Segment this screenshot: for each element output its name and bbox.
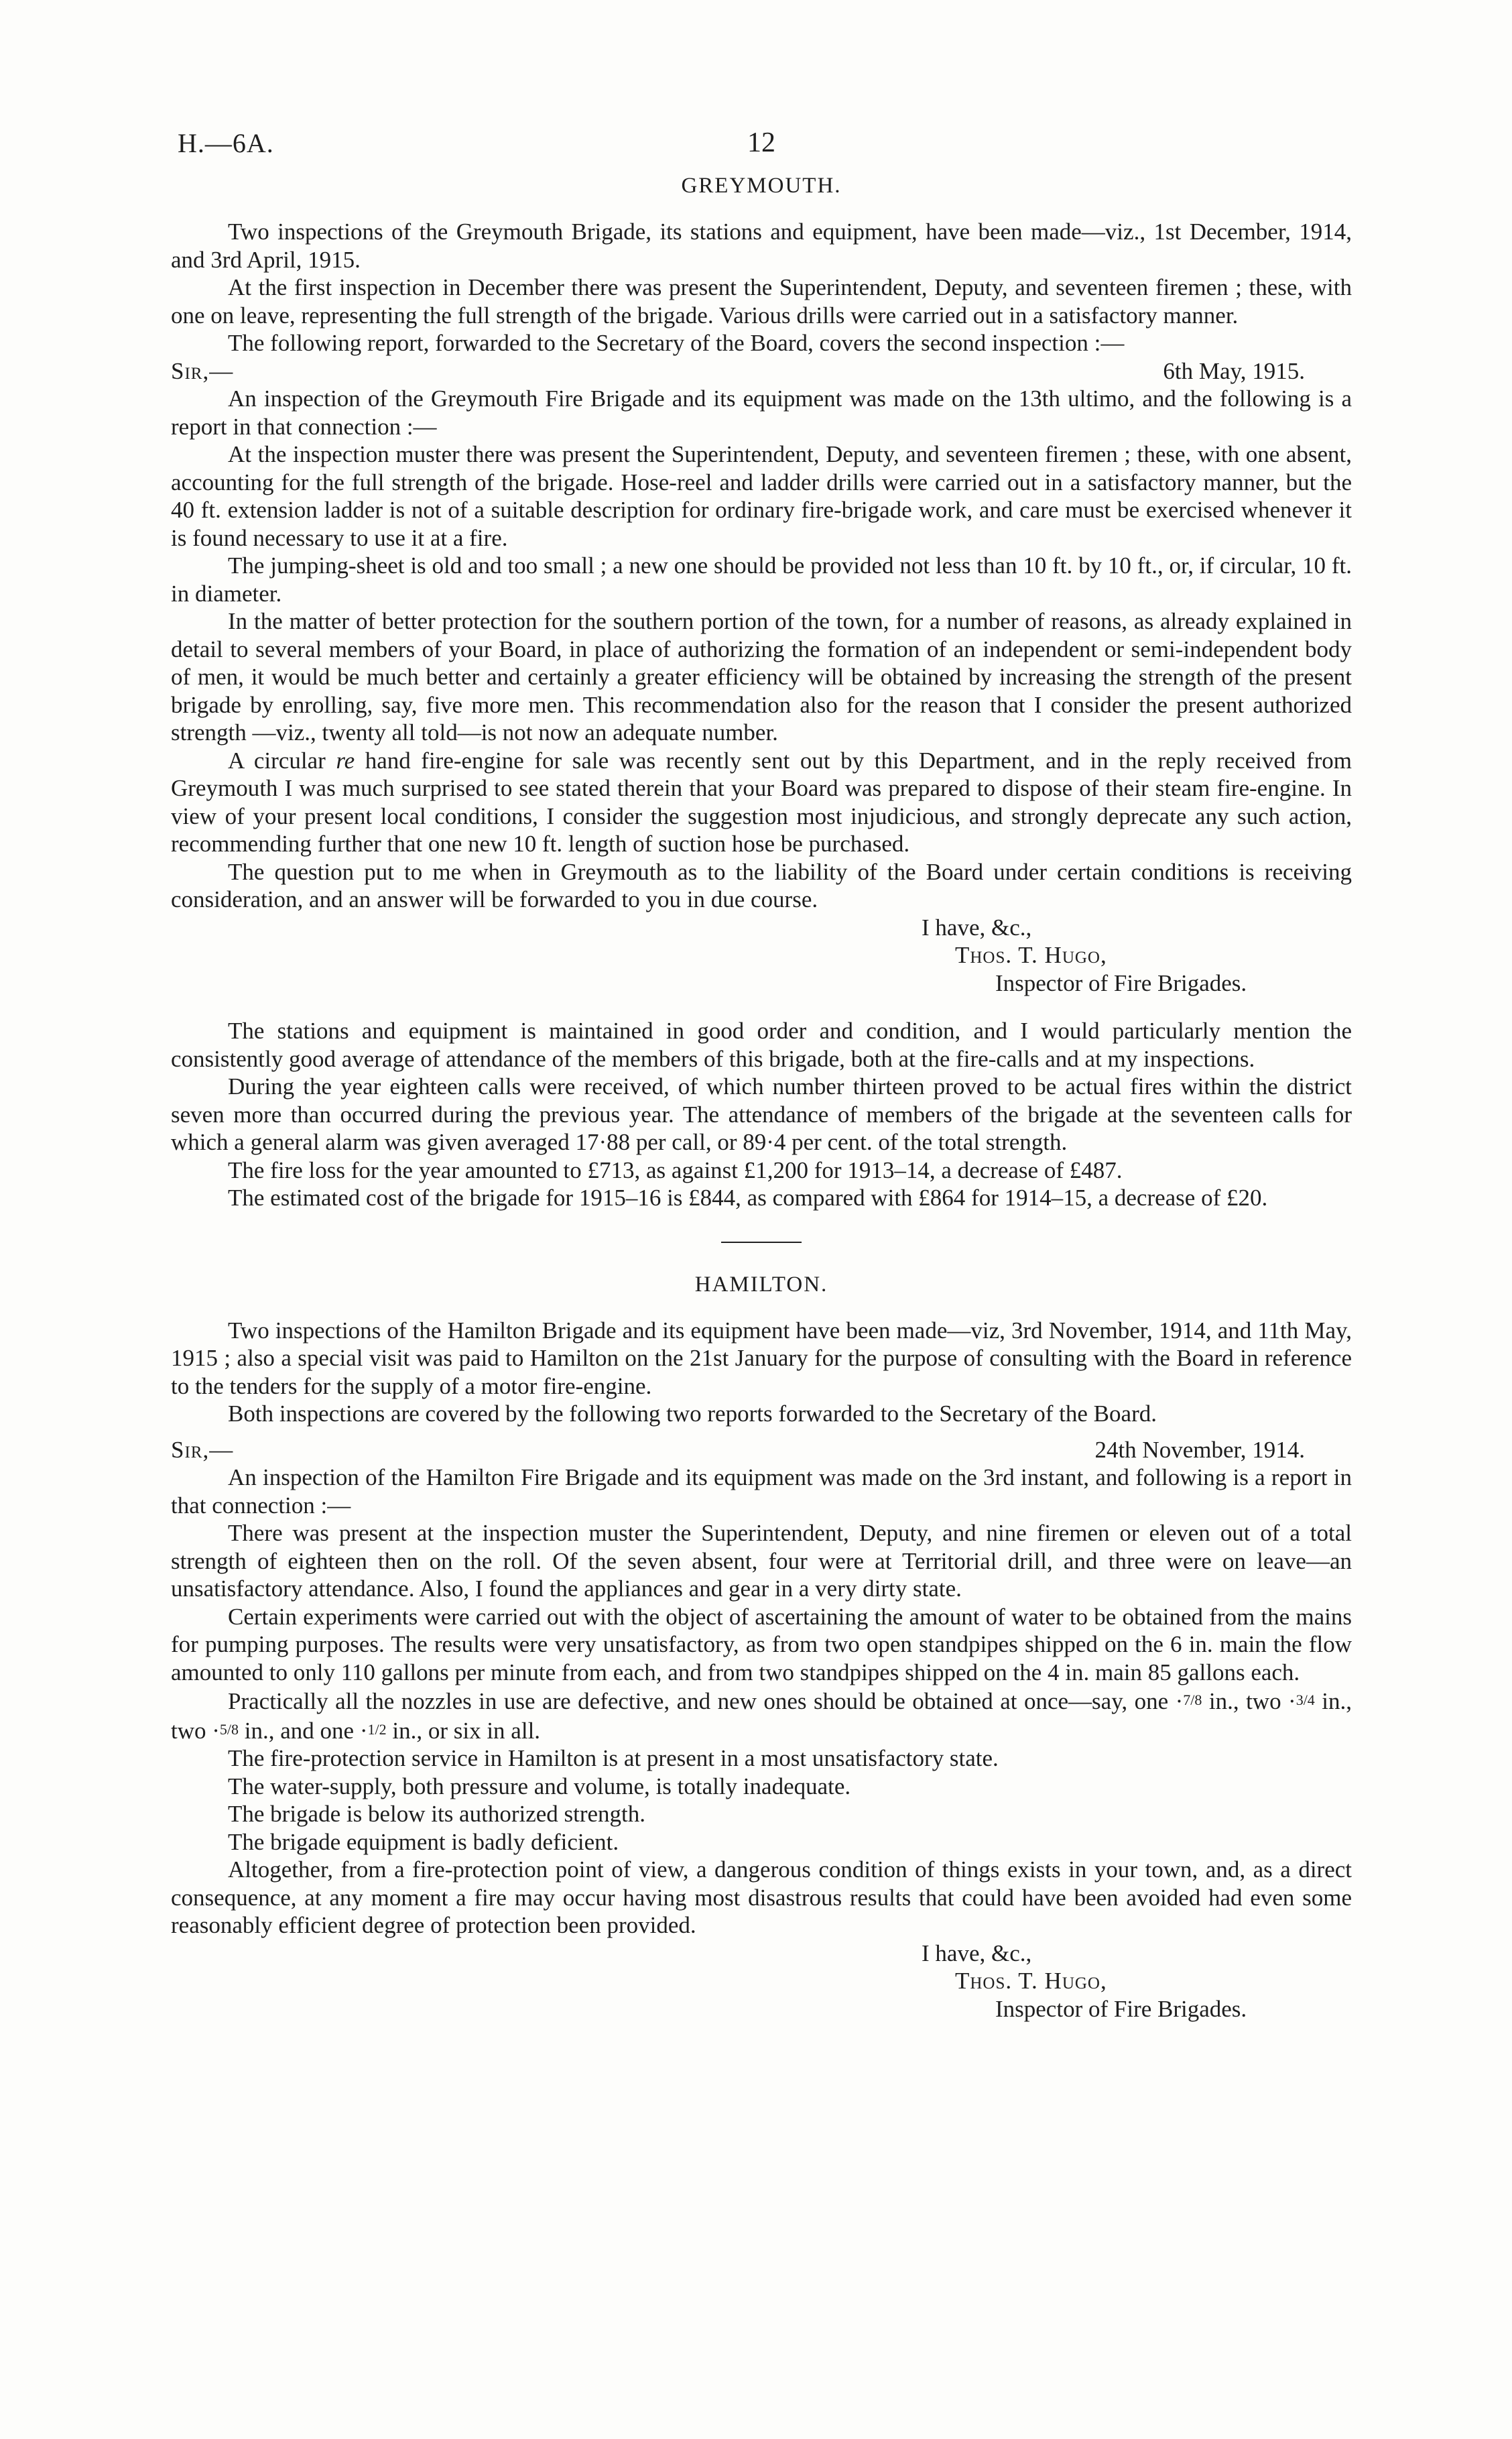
section-title-greymouth: GREYMOUTH. [681, 174, 842, 198]
paragraph: The question put to me when in Greymouth as to the liability of the Board under certain conditions is receiving consideration, and an answer will be forwarded to you in due course. [171, 858, 1352, 912]
text-run: A circular [228, 747, 336, 774]
paragraph: Two inspections of the Greymouth Brigade, its stations and equipment, have been made—viz., 1st December, 1914, and 3rd April, 1915. [171, 219, 1352, 273]
hamilton-section [171, 1270, 1352, 2023]
paragraph: The brigade is below its authorized strength. [228, 1801, 646, 1827]
text-run: hand fire-engine for sale was recently sent out by this Department, and in the reply received from Greymouth I was much surprised to see stated therein that your Board was prepared to dispose of their steam fire-engine. In view of your present local conditions, I consider the suggestion most injudicious, and strongly deprecate any such action, recommending further that one new 10 ft. length of suction hose be purchased. [171, 747, 1352, 857]
paragraph: In the matter of better protection for the southern portion of the town, for a number of reasons, as already explained in detail to several members of your Board, in place of authorizing the formation of an independent or semi-independent body of men, it would be much better and certainly a greater efficiency will be obtained by increasing the strength of the present brigade by enrolling, say, five more men. This recommendation also for the reason that I consider the present authorized strength —viz., twenty all told—is not now an adequate number. [171, 608, 1352, 746]
paragraph: The stations and equipment is maintained in good order and condition, and I would particularly mention the consistently good average of attendance of the members of this brigade, both at the fire-calls and at my inspections. [171, 1018, 1352, 1072]
text-run: in., two · [1202, 1688, 1296, 1714]
signatory: Thos. T. Hugo, [955, 1968, 1107, 1994]
letter-heading [171, 1436, 1352, 1464]
paragraph [171, 1686, 1352, 1744]
greymouth-letter [171, 357, 1352, 998]
fraction: 5/8 [219, 1720, 239, 1738]
paragraph: Two inspections of the Hamilton Brigade and its equipment have been made—viz, 3rd November, 1914, and 11th May, 1915 ; also a special visit was paid to Hamilton on the 21st January for the purpose of consulting with the Board in reference to the tenders for the supply of a motor fire-engine. [171, 1317, 1352, 1399]
document-reference: H.—6A. [178, 128, 274, 158]
letter-closing: I have, &c., [922, 914, 1032, 941]
greymouth-section [171, 171, 1352, 1212]
paragraph: At the inspection muster there was present the Superintendent, Deputy, and seventeen firemen ; these, with one absent, accounting for the full strength of the brigade. Hose-reel and ladder drills were carried out in a satisfactory manner, but the 40 ft. extension ladder is not of a suitable description for ordinary fire-brigade work, and care must be exercised whenever it is found necessary to use it at a fire. [171, 441, 1352, 551]
fraction: 1/2 [367, 1720, 387, 1738]
section-divider [721, 1242, 802, 1243]
signatory-position: Inspector of Fire Brigades. [995, 969, 1247, 996]
letter-closing: I have, &c., [922, 1940, 1032, 1966]
text-run: in., or six in all. [386, 1717, 541, 1744]
paragraph: The brigade equipment is badly deficient. [228, 1828, 619, 1855]
fraction: 7/8 [1183, 1691, 1202, 1708]
paragraph: During the year eighteen calls were received, of which number thirteen proved to be actual fires within the district seven more than occurred during the previous year. The attendance of members of the brigade at the seventeen calls for which a general alarm was given averaged 17·88 per call, or 89·4 per cent. of the total strength. [171, 1073, 1352, 1155]
section-title-hamilton: HAMILTON. [694, 1272, 828, 1297]
paragraph: Both inspections are covered by the following two reports forwarded to the Secretary of the Board. [228, 1401, 1157, 1427]
signatory: Thos. T. Hugo, [955, 942, 1107, 968]
paragraph: An inspection of the Greymouth Fire Brigade and its equipment was made on the 13th ultimo, and the following is a report in that connection :— [171, 385, 1352, 440]
document-page [171, 117, 1352, 2023]
paragraph: The fire-protection service in Hamilton is at present in a most unsatisfactory state. [228, 1745, 999, 1771]
paragraph: The water-supply, both pressure and volume, is totally inadequate. [228, 1773, 851, 1799]
page-number: 12 [747, 127, 775, 158]
hamilton-letter [171, 1436, 1352, 2023]
paragraph: The fire loss for the year amounted to £713, as against £1,200 for 1913–14, a decrease of £487. [228, 1156, 1123, 1183]
paragraph: There was present at the inspection muster the Superintendent, Deputy, and nine firemen or eleven out of a total strength of eighteen then on the roll. Of the seven absent, four were at Territorial drill, and three were on leave—an unsatisfactory attendance. Also, I found the appliances and gear in a very dirty state. [171, 1520, 1352, 1602]
fraction: 3/4 [1296, 1691, 1315, 1708]
salutation: Sir,— [171, 1436, 234, 1463]
letter-date: 24th November, 1914. [1094, 1436, 1305, 1463]
page-header [171, 117, 1352, 171]
text-run: in., two · [171, 1688, 1352, 1744]
paragraph: Certain experiments were carried out with the object of ascertaining the amount of water to be obtained from the mains for pumping purposes. The results were very unsatisfactory, as from two open standpipes shipped on the 6 in. main the flow amounted to only 110 gallons per minute from each, and from two standpipes shipped on the 4 in. main 85 gallons each. [171, 1603, 1352, 1685]
italic-term: re [336, 747, 355, 774]
text-run: Practically all the nozzles in use are defective, and new ones should be obtained at once—say, one · [228, 1688, 1184, 1714]
salutation: Sir,— [171, 357, 234, 384]
paragraph: The jumping-sheet is old and too small ; a new one should be provided not less than 10 ft. by 10 ft., or, if circular, 10 ft. in diameter. [171, 552, 1352, 607]
paragraph [171, 747, 1352, 858]
paragraph: The following report, forwarded to the Secretary of the Board, covers the second inspection :— [228, 330, 1125, 356]
paragraph: The estimated cost of the brigade for 1915–16 is £844, as compared with £864 for 1914–15, a decrease of £20. [228, 1185, 1268, 1211]
signatory-position: Inspector of Fire Brigades. [995, 1995, 1247, 2022]
paragraph: Altogether, from a fire-protection point of view, a dangerous condition of things exists in your town, and, as a direct consequence, at any moment a fire may occur having most disastrous results that could have been avoided had even some reasonably efficient degree of protection been provided. [171, 1856, 1352, 1938]
paragraph: An inspection of the Hamilton Fire Brigade and its equipment was made on the 3rd instant, and following is a report in that connection :— [171, 1464, 1352, 1519]
letter-heading [171, 357, 1352, 385]
letter-date: 6th May, 1915. [1163, 357, 1305, 384]
text-run: in., and one · [239, 1717, 368, 1744]
paragraph: At the first inspection in December there was present the Superintendent, Deputy, and seventeen firemen ; these, with one on leave, representing the full strength of the brigade. Various drills were carried out in a satisfactory manner. [171, 274, 1352, 329]
